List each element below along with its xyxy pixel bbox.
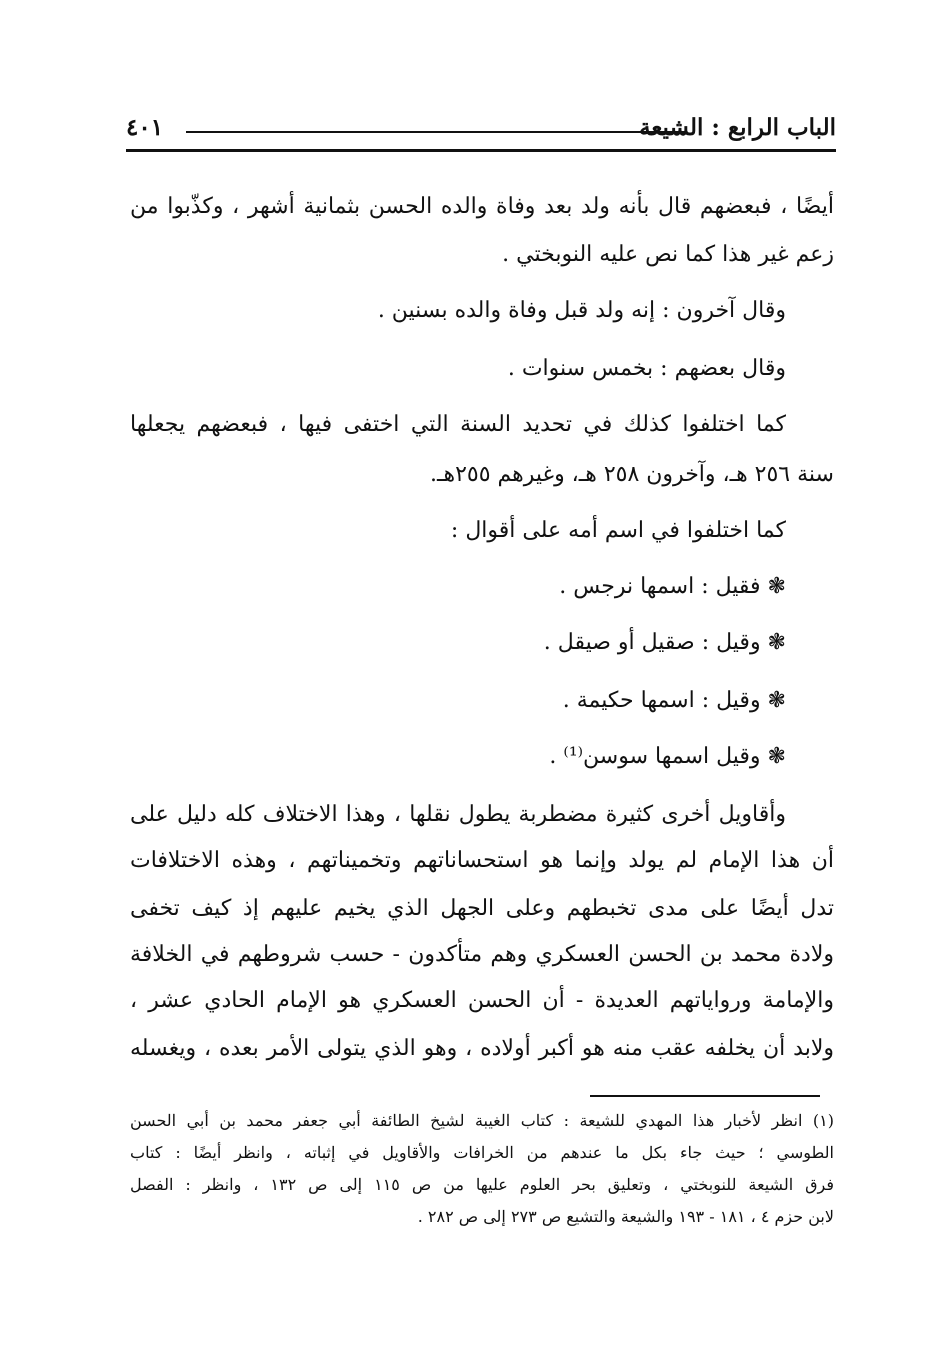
footnote-line: فرق الشيعة للنوبختي ، وتعليق بحر العلوم عليها من ص ١١٥ إلى ص ١٣٢ ، وانظر : الفصل [130,1175,835,1194]
running-header [126,112,836,148]
text-line: وأقاويل أخرى كثيرة مضطربة يطول نقلها ، وهذا الاختلاف كله دليل على [130,802,786,827]
text-line: تدل أيضًا على مدى تخبطهم وعلى الجهل الذي يخيم عليهم إذ كيف تخفى [130,896,834,921]
bullet-item: ❃ وقيل : صقيل أو صيقل . [543,630,786,655]
chapter-title: الباب الرابع : الشيعة [639,114,836,141]
text-line: كما اختلفوا في اسم أمه على أقوال : [450,518,786,543]
text-line: سنة ٢٥٦ هـ، وآخرون ٢٥٨ هـ، وغيرهم ٢٥٥هـ. [430,462,834,487]
page-number: ٤٠١ [126,114,164,141]
text-line: كما اختلفوا كذلك في تحديد السنة التي اختفى فيها ، فبعضهم يجعلها [130,412,786,437]
text-line: زعم غير هذا كما نص عليه النوبختي . [502,242,834,267]
text-line: أن هذا الإمام لم يولد وإنما هو استحساناتهم وتخميناتهم ، وهذه الاختلافات [130,848,834,873]
text-line: أيضًا ، فبعضهم قال بأنه ولد بعد وفاة والده الحسن بثمانية أشهر ، وكذّبوا من [130,194,834,219]
footnote-line: (١) انظر لأخبار هذا المهدي للشيعة : كتاب الغيبة لشيخ الطائفة أبي جعفر محمد بن أبي الحسن [130,1111,834,1130]
bullet-item: ❃ وقيل اسمها سوسن⁽¹⁾ . [549,744,786,769]
footnote-line: لابن حزم ٤ ، ١٨١ - ١٩٣ والشيعة والتشيع ص ٢٧٣ إلى ص ٢٨٢ . [417,1207,834,1226]
footnote-separator [590,1095,820,1097]
header-underline [126,149,836,152]
text-line: وقال بعضهم : بخمس سنوات . [507,356,786,381]
text-line: والإمامة ورواياتهم العديدة - أن الحسن العسكري هو الإمام الحادي عشر ، [130,988,834,1013]
footnote-line: الطوسي ؛ حيث جاء بكل ما عندهم من الخرافات والأقاويل في إثباته ، وانظر أيضًا : كتاب [130,1143,834,1162]
header-rule [186,131,686,133]
bullet-item: ❃ فقيل : اسمها نرجس . [559,574,786,599]
text-line: ولابد أن يخلفه عقب منه هو أكبر أولاده ، وهو الذي يتولى الأمر بعده ، ويغسله [130,1036,834,1061]
bullet-item: ❃ وقيل : اسمها حكيمة . [562,688,786,713]
text-line: ولادة محمد بن الحسن العسكري وهم متأكدون - حسب شروطهم في الخلافة [130,942,834,967]
text-line: وقال آخرون : إنه ولد قبل وفاة والده بسنين . [377,298,786,323]
